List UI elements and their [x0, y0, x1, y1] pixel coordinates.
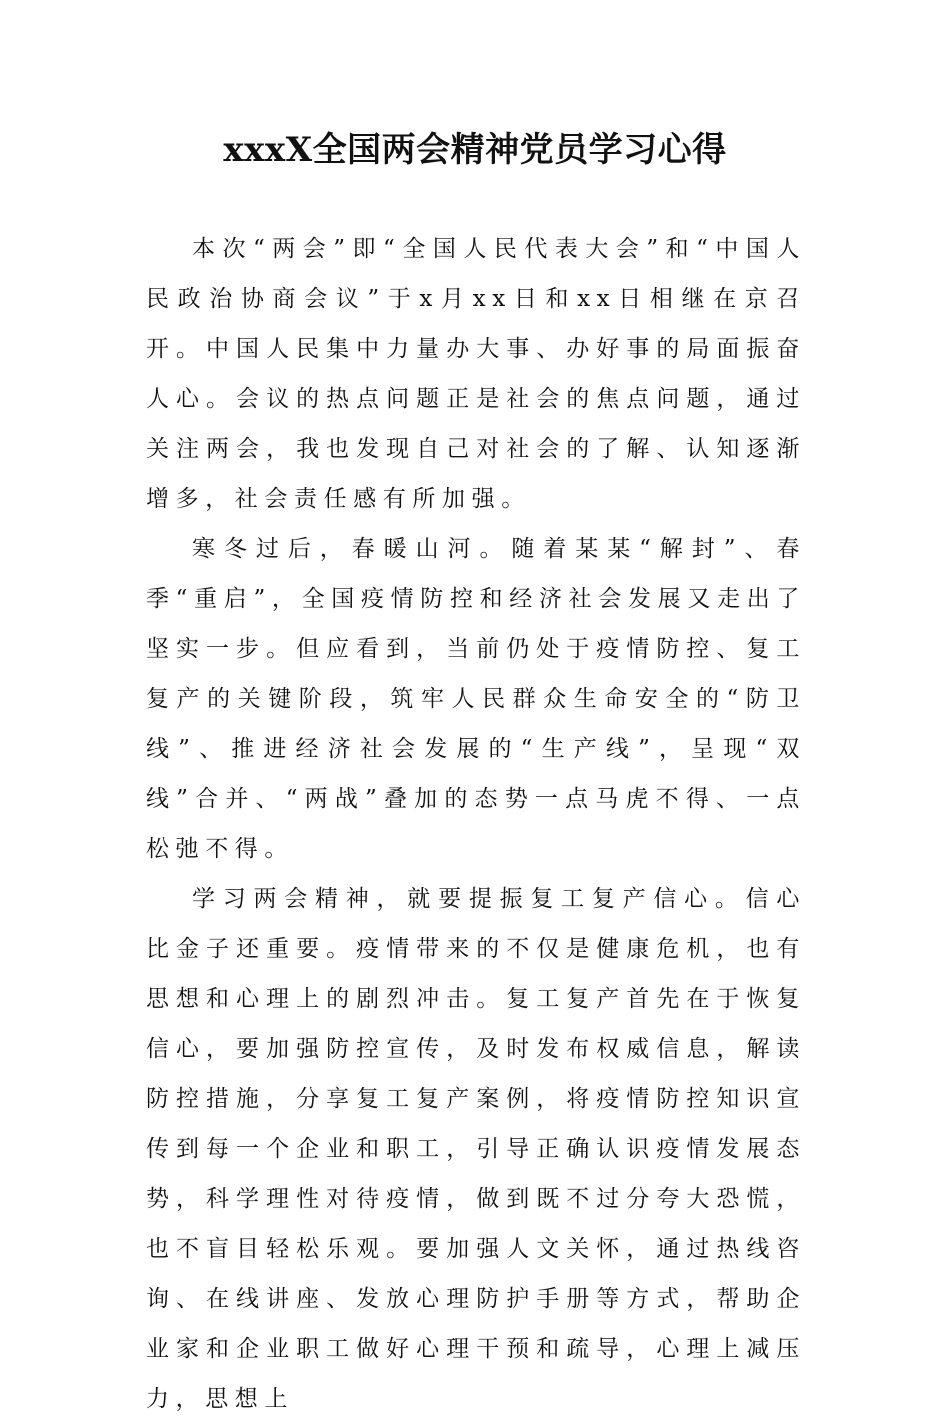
document-body: [146, 224, 806, 1424]
paragraph: 寒冬过后，春暖山河。随着某某“解封”、春季“重启”，全国疫情防控和经济社会发展又走出了坚实一步。但应看到，当前仍处于疫情防控、复工复产的关键阶段，筑牢人民群众生命安全的“防卫线”、推进经济社会发展的“生产线”，呈现“双线”合并、“两战”叠加的态势一点马虎不得、一点松弛不得。: [146, 536, 806, 862]
paragraph: 本次“两会”即“全国人民代表大会”和“中国人民政治协商会议”于x月xx日和xx日相继在京召开。中国人民集中力量办大事、办好事的局面振奋人心。会议的热点问题正是社会的焦点问题，通过关注两会，我也发现自己对社会的了解、认知逐渐增多，社会责任感有所加强。: [146, 236, 806, 512]
paragraph: 学习两会精神，就要提振复工复产信心。信心比金子还重要。疫情带来的不仅是健康危机，也有思想和心理上的剧烈冲击。复工复产首先在于恢复信心，要加强防控宣传，及时发布权威信息，解读防控措施，分享复工复产案例，将疫情防控知识宣传到每一个企业和职工，引导正确认识疫情发展态势，科学理性对待疫情，做到既不过分夸大恐慌，也不盲目轻松乐观。要加强人文关怀，通过热线咨询、在线讲座、发放心理防护手册等方式，帮助企业家和企业职工做好心理干预和疏导，心理上减压力，思想上: [146, 886, 806, 1412]
document-title: xxxX全国两会精神党员学习心得: [223, 130, 727, 170]
